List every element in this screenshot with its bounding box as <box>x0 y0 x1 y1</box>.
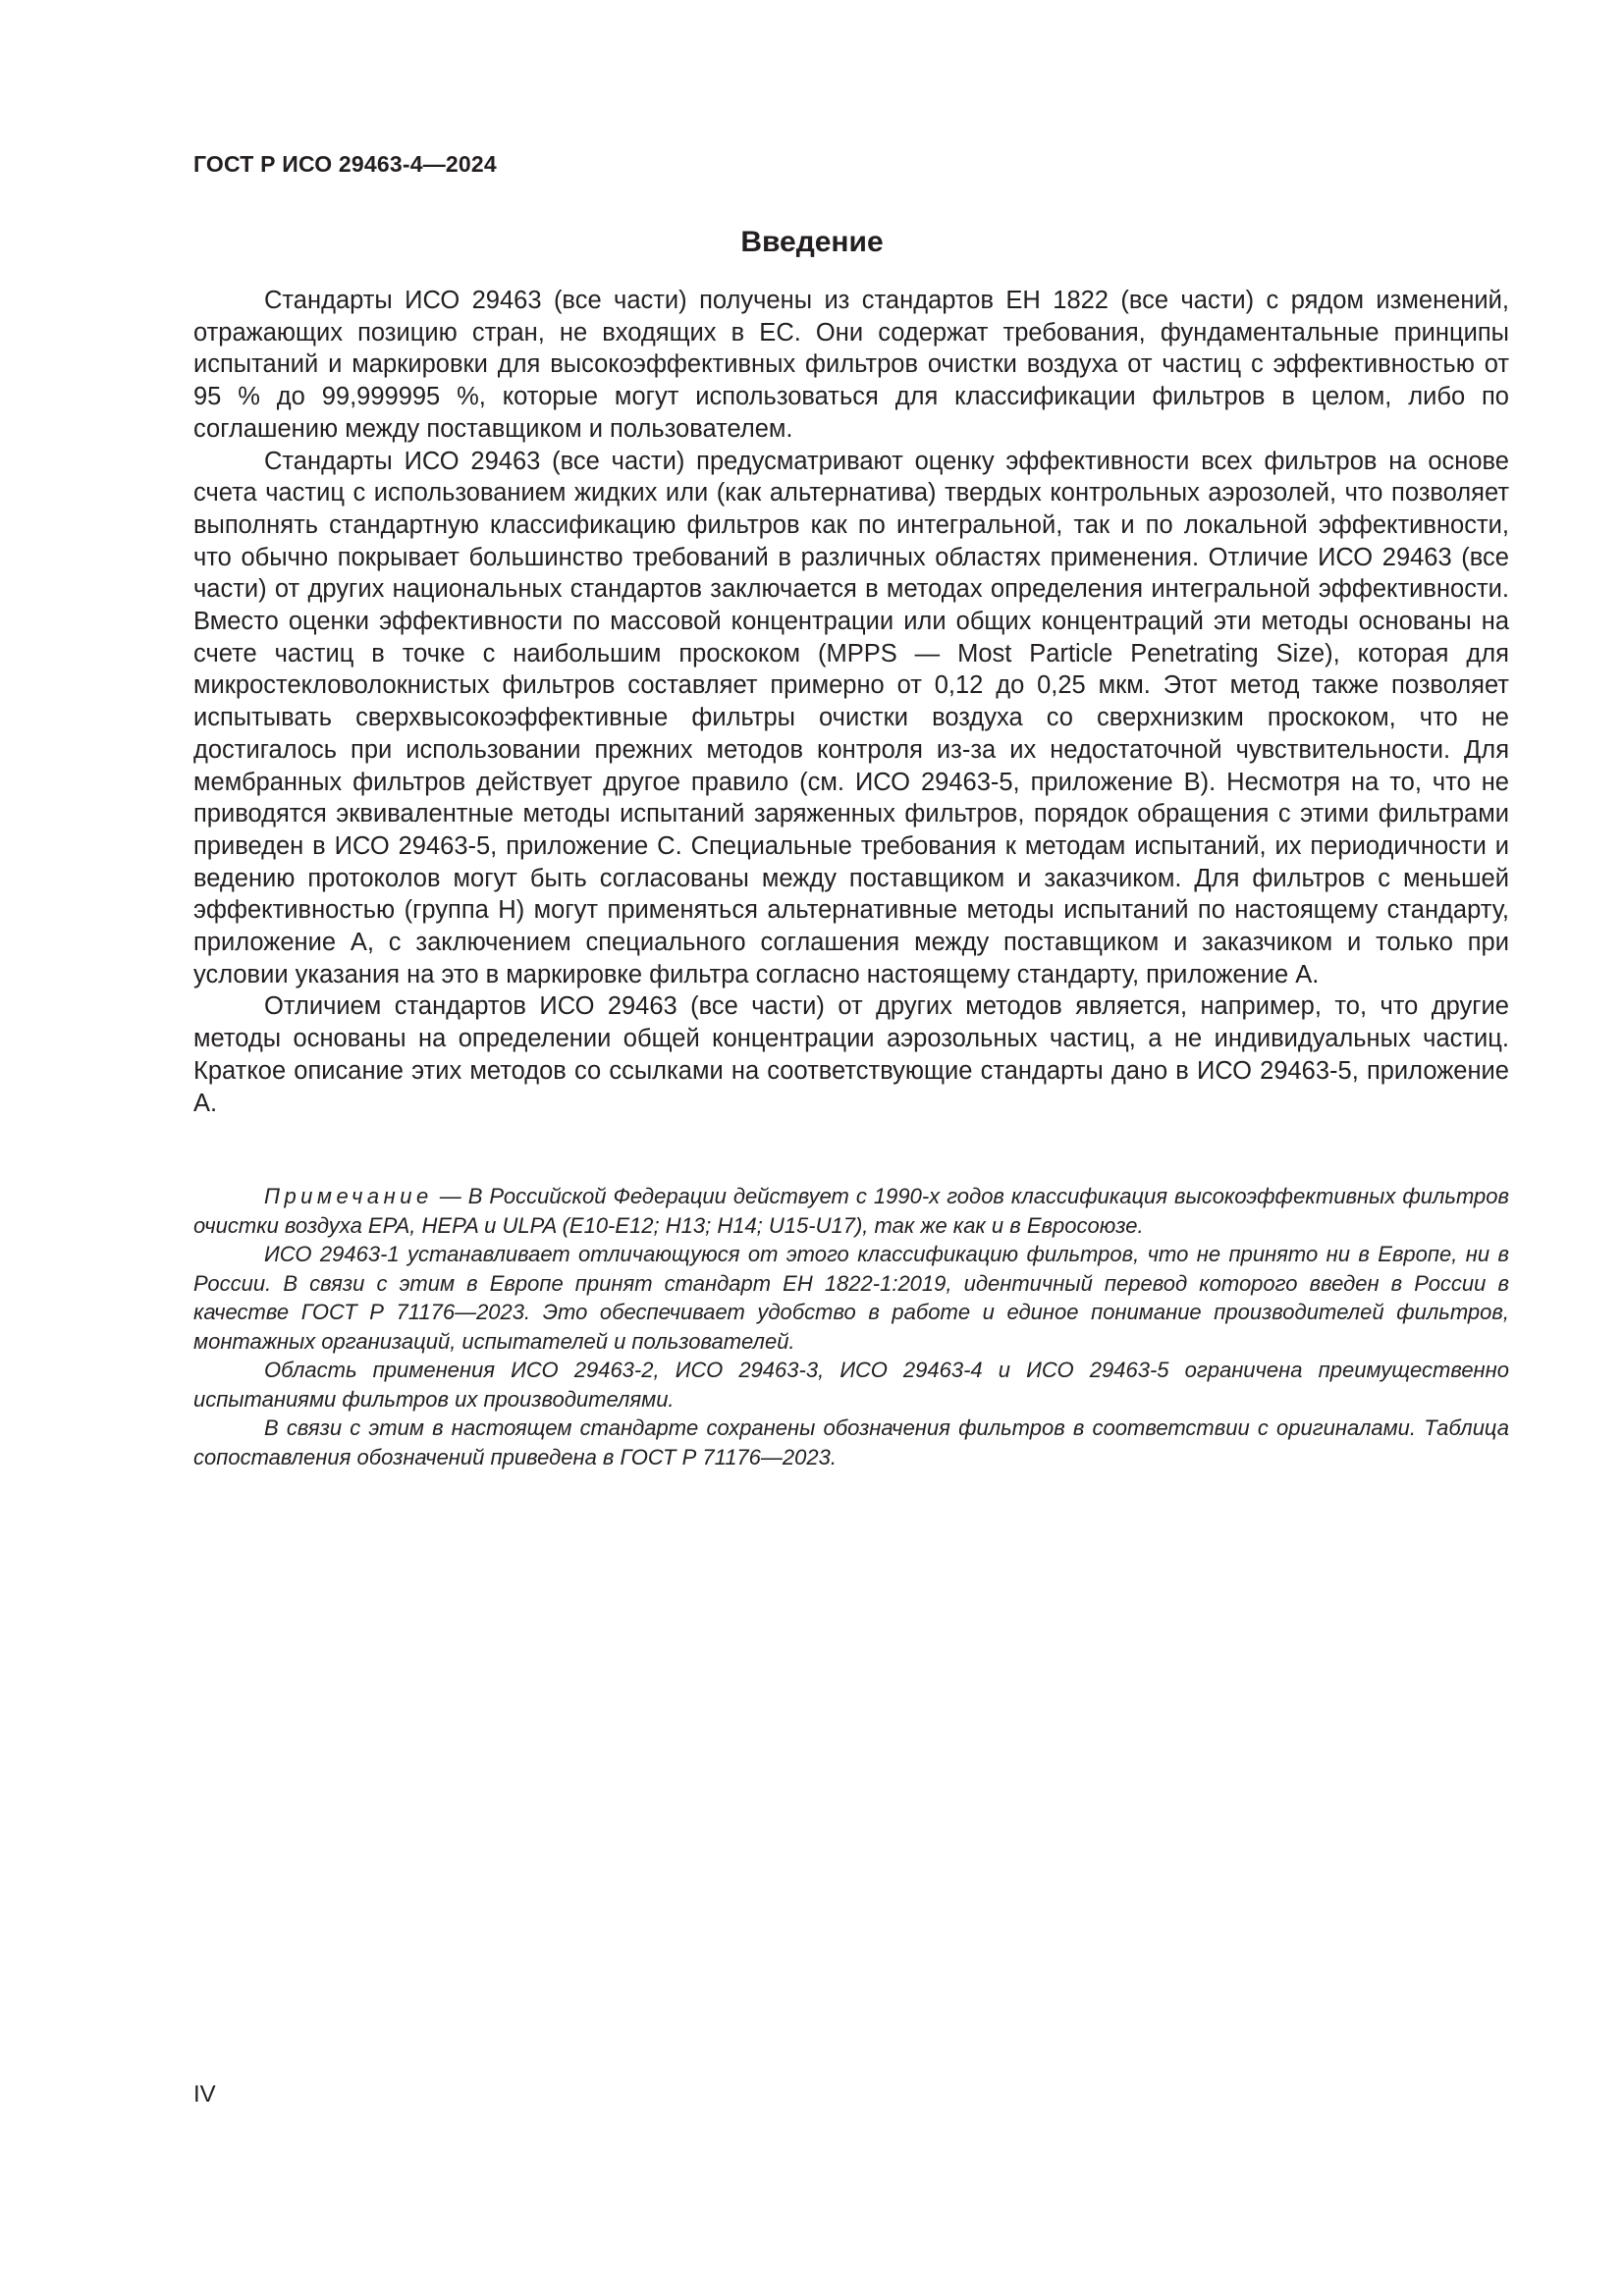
page-number: IV <box>193 2081 216 2108</box>
note-item <box>193 1182 1509 1240</box>
note-item: Область применения ИСО 29463-2, ИСО 29463-3, ИСО 29463-4 и ИСО 29463-5 ограничена преимущественно испытаниями фильтров их производителями. <box>193 1358 1509 1412</box>
document-header: ГОСТ Р ИСО 29463-4—2024 <box>193 151 497 177</box>
note-label: Примечание <box>264 1184 433 1208</box>
paragraph: Отличием стандартов ИСО 29463 (все части) от других методов является, например, то, что другие методы основаны на определении общей концентрации аэрозольных частиц, а не индивидуальных частиц. Краткое описание этих методов со ссылками на соответствующие стандарты дано в ИСО 29463-5, приложение А. <box>193 992 1509 1117</box>
note-text: — В Российской Федерации действует с 1990-х годов классификация высокоэффективных фильтров очистки воздуха EPA, HEPA и ULPA (E10-E12; H13; H14; U15-U17), так же как и в Евросоюзе. <box>193 1184 1509 1238</box>
note-item: ИСО 29463-1 устанавливает отличающуюся от этого классификацию фильтров, что не принято ни в Европе, ни в России. В связи с этим в Европе принят стандарт ЕН 1822-1:2019, идентичный перевод которого введен в России в качестве ГОСТ Р 71176—2023. Это обеспечивает удобство в работе и единое понимание производителей фильтров, монтажных организаций, испытателей и пользователей. <box>193 1242 1509 1354</box>
section-title: Введение <box>740 226 884 258</box>
note-item: В связи с этим в настоящем стандарте сохранены обозначения фильтров в соответствии с оригиналами. Таблица сопоставления обозначений приведена в ГОСТ Р 71176—2023. <box>193 1415 1509 1469</box>
introduction-body <box>193 285 1509 1119</box>
paragraph: Стандарты ИСО 29463 (все части) предусматривают оценку эффективности всех фильтров на основе счета частиц с использованием жидких или (как альтернатива) твердых контрольных аэрозолей, что позволяет выполнять стандартную классификацию фильтров как по интегральной, так и по локальной эффективности, что обычно покрывает большинство требований в различных областях применения. Отличие ИСО 29463 (все части) от других национальных стандартов заключается в методах определения интегральной эффективности. Вместо оценки эффективности по массовой концентрации или общих концентраций эти методы основаны на счете частиц в точке с наибольшим проскоком (MPPS — Most Particle Penetrating Size), которая для микростекловолокнистых фильтров составляет примерно от 0,12 до 0,25 мкм. Этот метод также позволяет испытывать сверхвысокоэффективные фильтры очистки воздуха со сверхнизким проскоком, что не достигалось при использовании прежних методов контроля из-за их недостаточной чувствительности. Для мембранных фильтров действует другое правило (см. ИСО 29463-5, приложение В). Несмотря на то, что не приводятся эквивалентные методы испытаний заряженных фильтров, порядок обращения с этими фильтрами приведен в ИСО 29463-5, приложение С. Специальные требования к методам испытаний, их периодичности и ведению протоколов могут быть согласованы между поставщиком и заказчиком. Для фильтров с меньшей эффективностью (группа Н) могут применяться альтернативные методы испытаний по настоящему стандарту, приложение А, с заключением специального соглашения между поставщиком и заказчиком и только при условии указания на это в маркировке фильтра согласно настоящему стандарту, приложение А. <box>193 447 1509 988</box>
notes-block <box>193 1182 1509 1471</box>
paragraph: Стандарты ИСО 29463 (все части) получены из стандартов ЕН 1822 (все части) с рядом изменений, отражающих позицию стран, не входящих в ЕС. Они содержат требования, фундаментальные принципы испытаний и маркировки для высокоэффективных фильтров очистки воздуха от частиц с эффективностью от 95 % до 99,999995 %, которые могут использоваться для классификации фильтров в целом, либо по соглашению между поставщиком и пользователем. <box>193 287 1509 443</box>
